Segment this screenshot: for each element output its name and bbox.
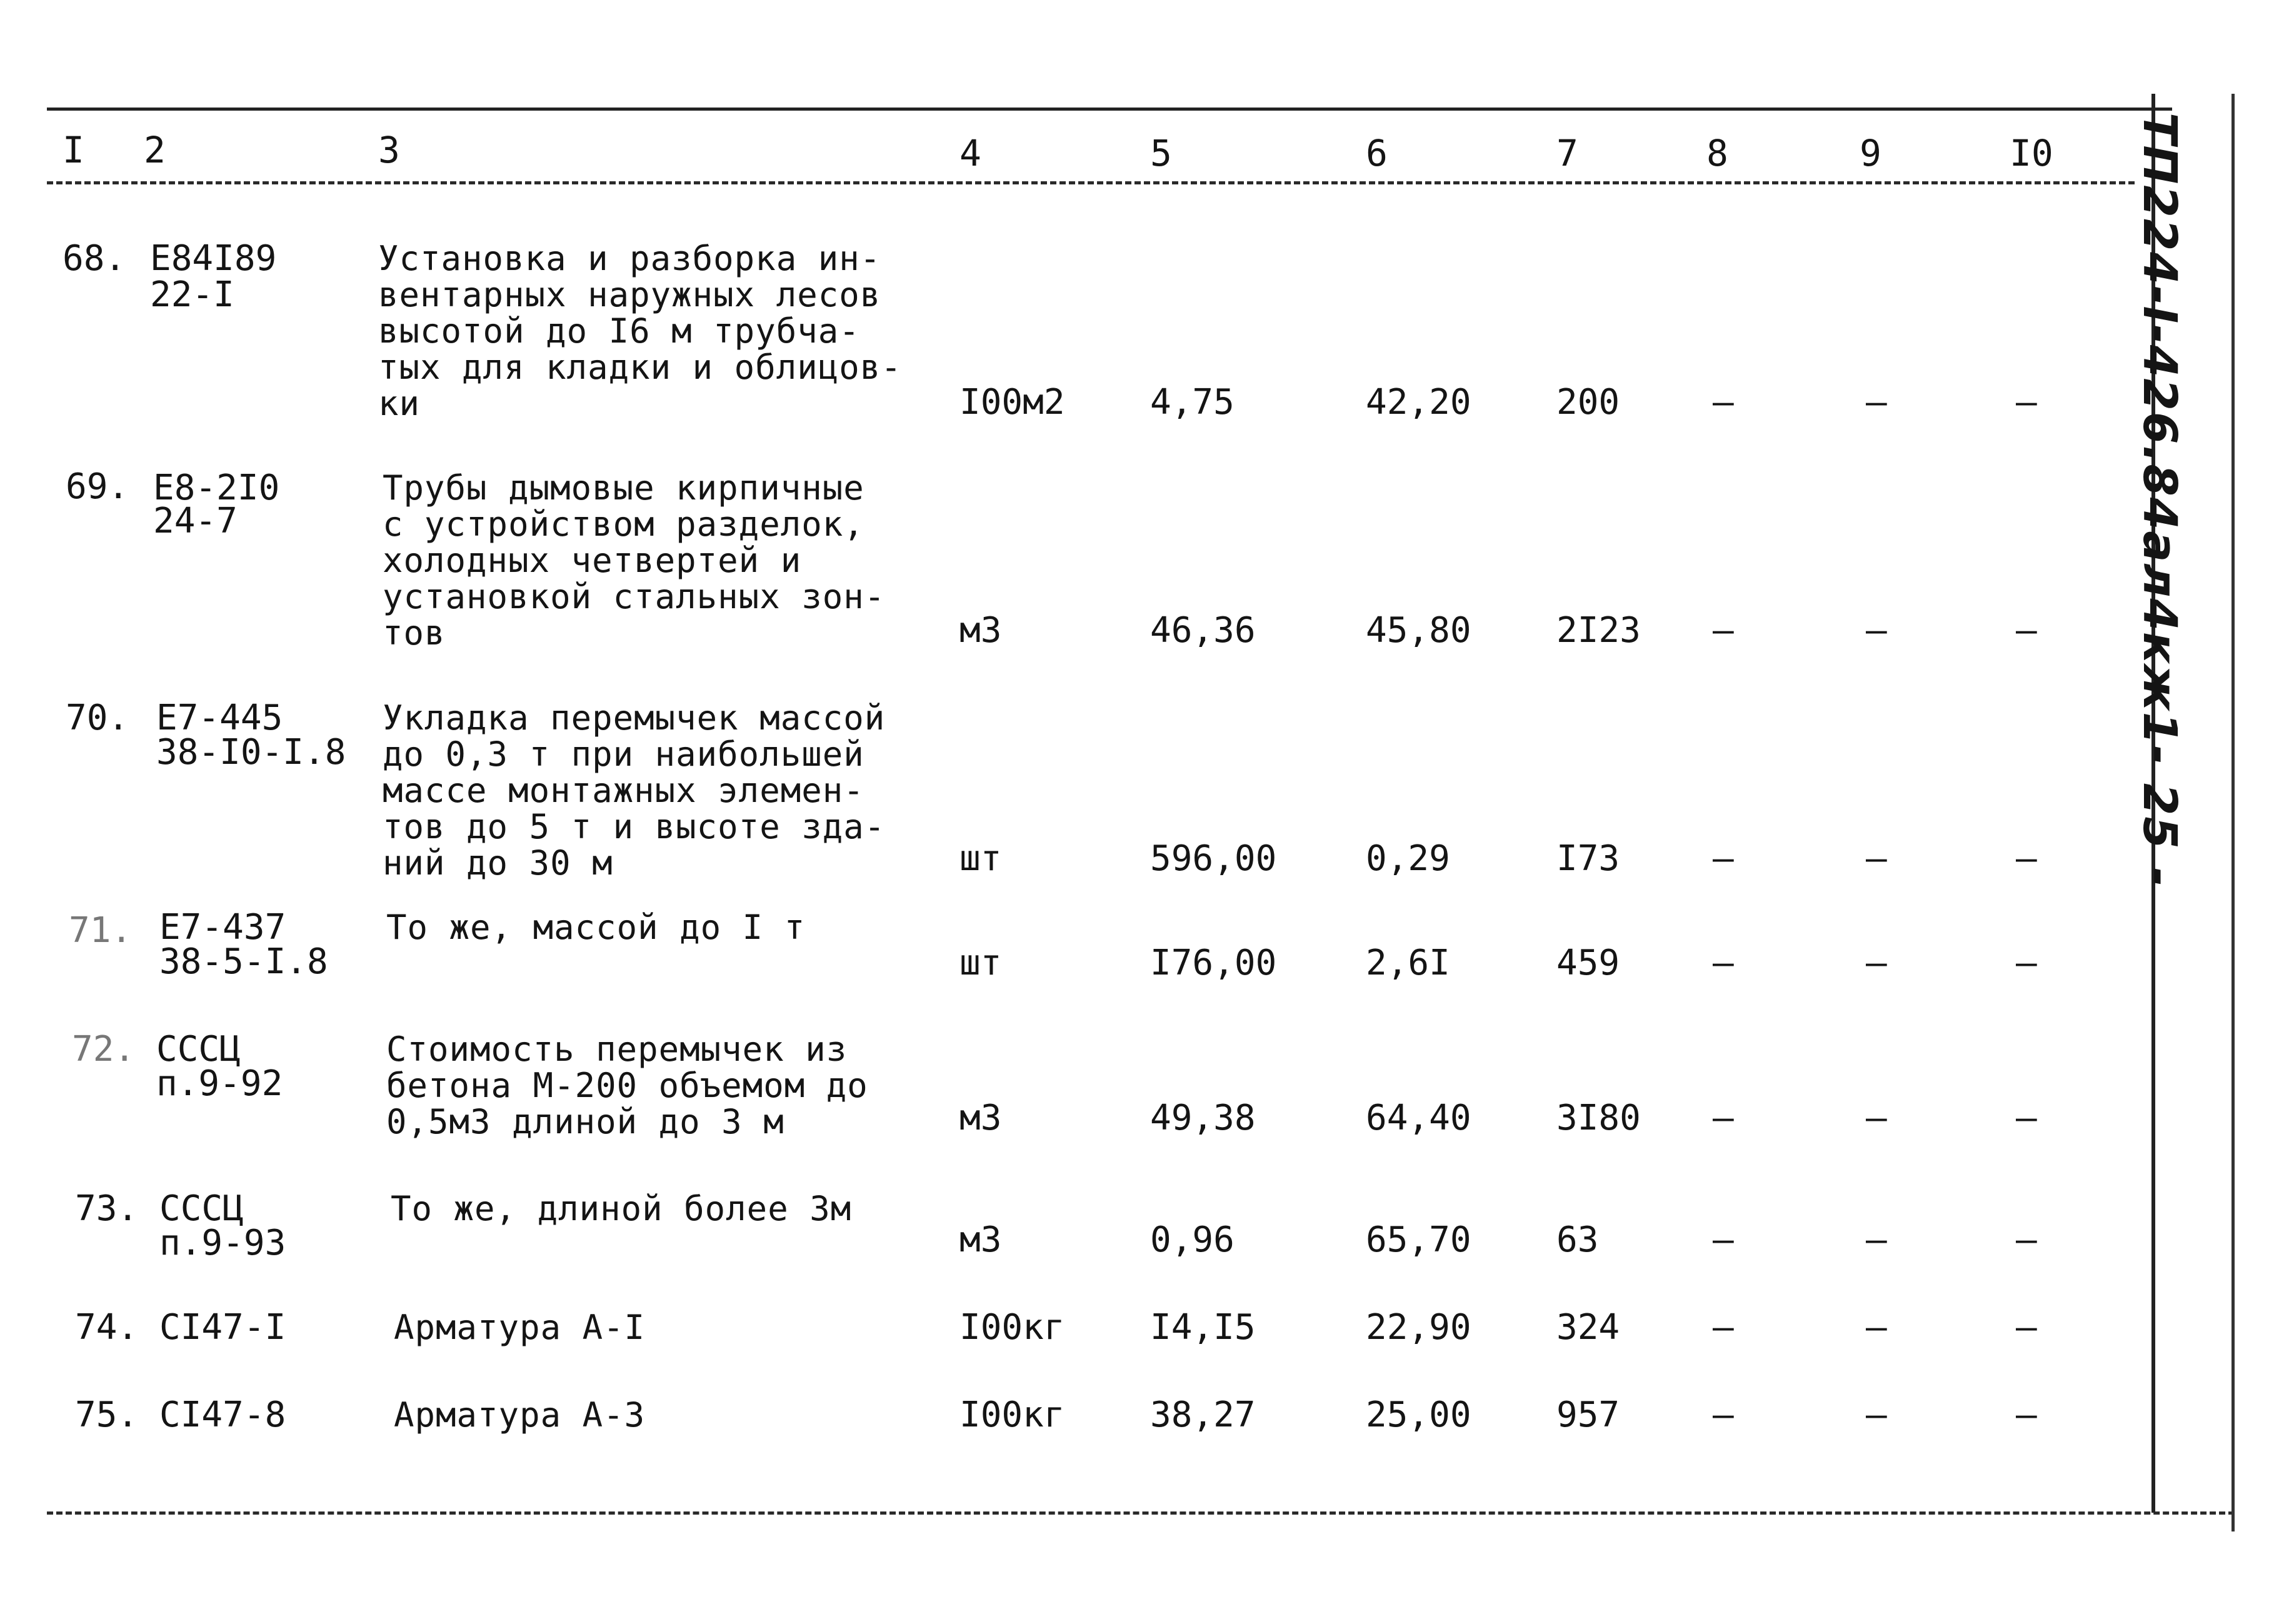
work-description: ки <box>378 384 421 423</box>
quantity: 4,75 <box>1150 382 1235 423</box>
work-description: массе монтажных элемен- <box>383 771 864 810</box>
col9-value: – <box>1866 382 1887 423</box>
col8-value: – <box>1713 1395 1734 1435</box>
rate-code: E84I89 <box>150 238 277 279</box>
work-description: Укладка перемычек массой <box>383 698 886 738</box>
row-number: 73. <box>75 1188 139 1229</box>
col-header-1: I <box>63 129 84 171</box>
unit-price: 22,90 <box>1366 1307 1471 1348</box>
quantity: 596,00 <box>1150 838 1277 879</box>
work-description: Трубы дымовые кирпичные <box>383 468 864 508</box>
unit-price: 65,70 <box>1366 1220 1471 1260</box>
col10-value: – <box>2016 838 2037 879</box>
col8-value: – <box>1713 382 1734 423</box>
rate-code: 38-5-I.8 <box>159 941 328 982</box>
unit: I00м2 <box>959 382 1065 423</box>
col8-value: – <box>1713 1307 1734 1348</box>
quantity: 38,27 <box>1150 1395 1256 1435</box>
col-header-5: 5 <box>1150 132 1172 174</box>
rate-code: СССЦ <box>159 1188 244 1229</box>
row-number: 72. <box>72 1029 136 1070</box>
col8-value: – <box>1713 1220 1734 1260</box>
rate-code: 24-7 <box>153 501 238 541</box>
rate-code: СССЦ <box>156 1029 241 1070</box>
total-cost: 200 <box>1556 382 1620 423</box>
quantity: 46,36 <box>1150 610 1256 651</box>
rate-code: СI47-8 <box>159 1395 286 1435</box>
header-rule <box>47 181 2135 184</box>
total-cost: 3I80 <box>1556 1098 1641 1138</box>
work-description: Арматура А-3 <box>394 1395 646 1435</box>
row-number: 68. <box>63 238 126 279</box>
unit: I00кг <box>959 1395 1065 1435</box>
rate-code: п.9-93 <box>159 1223 286 1263</box>
col9-value: – <box>1866 838 1887 879</box>
work-description: Установка и разборка ин- <box>378 239 881 278</box>
col9-value: – <box>1866 1098 1887 1138</box>
work-description: бетона М-200 объемом до <box>386 1066 868 1105</box>
unit: м3 <box>959 610 1002 651</box>
unit-price: 25,00 <box>1366 1395 1471 1435</box>
col9-value: – <box>1866 610 1887 651</box>
quantity: 49,38 <box>1150 1098 1256 1138</box>
work-description: Арматура А-I <box>394 1308 646 1347</box>
col9-value: – <box>1866 1220 1887 1260</box>
col8-value: – <box>1713 838 1734 879</box>
col-header-7: 7 <box>1556 132 1578 174</box>
unit-price: 64,40 <box>1366 1098 1471 1138</box>
col10-value: – <box>2016 1220 2037 1260</box>
unit: I00кг <box>959 1307 1065 1348</box>
rate-code: п.9-92 <box>156 1063 283 1104</box>
row-number: 74. <box>75 1307 139 1348</box>
col9-value: – <box>1866 943 1887 983</box>
col-header-8: 8 <box>1706 132 1728 174</box>
work-description: вентарных наружных лесов <box>378 275 881 314</box>
work-description: до 0,3 т при наибольшей <box>383 734 864 774</box>
work-description: холодных четвертей и <box>383 541 802 580</box>
unit: м3 <box>959 1098 1002 1138</box>
col-header-2: 2 <box>144 129 166 171</box>
col10-value: – <box>2016 943 2037 983</box>
col8-value: – <box>1713 1098 1734 1138</box>
document-code: ТП224-I-426.84ал4кж1- 25 - <box>2133 113 2186 888</box>
total-cost: 2I23 <box>1556 610 1641 651</box>
total-cost: 63 <box>1556 1220 1599 1260</box>
work-description: с устройством разделок, <box>383 504 864 544</box>
work-description: То же, массой до I т <box>386 908 806 947</box>
rate-code: 22-I <box>150 274 234 315</box>
work-description: высотой до I6 м трубча- <box>378 311 860 351</box>
rate-code: E7-445 <box>156 698 283 738</box>
work-description: 0,5м3 длиной до 3 м <box>386 1102 784 1141</box>
row-number: 71. <box>69 910 133 951</box>
quantity: I4,I5 <box>1150 1307 1256 1348</box>
work-description: ний до 30 м <box>383 843 613 883</box>
unit: м3 <box>959 1220 1002 1260</box>
total-cost: 459 <box>1556 943 1620 983</box>
total-cost: 957 <box>1556 1395 1620 1435</box>
work-description: тых для кладки и облицов- <box>378 348 902 387</box>
bottom-rule <box>47 1511 2235 1515</box>
col-header-9: 9 <box>1860 132 1881 174</box>
rate-code: E7-437 <box>159 907 286 948</box>
work-description: тов <box>383 613 446 653</box>
col10-value: – <box>2016 382 2037 423</box>
col10-value: – <box>2016 1307 2037 1348</box>
col9-value: – <box>1866 1395 1887 1435</box>
col-header-10: I0 <box>2010 132 2053 174</box>
col8-value: – <box>1713 943 1734 983</box>
col10-value: – <box>2016 610 2037 651</box>
col9-value: – <box>1866 1307 1887 1348</box>
col10-value: – <box>2016 1098 2037 1138</box>
top-rule <box>47 108 2172 111</box>
work-description: тов до 5 т и высоте зда- <box>383 807 886 846</box>
col-header-3: 3 <box>378 129 400 171</box>
total-cost: I73 <box>1556 838 1620 879</box>
unit-price: 42,20 <box>1366 382 1471 423</box>
rate-code: E8-2I0 <box>153 468 280 508</box>
unit-price: 0,29 <box>1366 838 1450 879</box>
unit: шт <box>959 943 1002 983</box>
col8-value: – <box>1713 610 1734 651</box>
col10-value: – <box>2016 1395 2037 1435</box>
row-number: 69. <box>66 466 129 507</box>
quantity: 0,96 <box>1150 1220 1235 1260</box>
unit-price: 45,80 <box>1366 610 1471 651</box>
side-stamp <box>2133 113 2224 925</box>
total-cost: 324 <box>1556 1307 1620 1348</box>
col-header-4: 4 <box>959 132 981 174</box>
row-number: 70. <box>66 698 129 738</box>
rate-code: СI47-I <box>159 1307 286 1348</box>
row-number: 75. <box>75 1395 139 1435</box>
quantity: I76,00 <box>1150 943 1277 983</box>
col-header-6: 6 <box>1366 132 1388 174</box>
outer-frame-line <box>2231 94 2235 1531</box>
unit: шт <box>959 838 1002 879</box>
work-description: Стоимость перемычек из <box>386 1030 848 1069</box>
unit-price: 2,6I <box>1366 943 1450 983</box>
rate-code: 38-I0-I.8 <box>156 732 346 773</box>
work-description: установкой стальных зон- <box>383 577 886 616</box>
work-description: То же, длиной более 3м <box>391 1189 852 1228</box>
